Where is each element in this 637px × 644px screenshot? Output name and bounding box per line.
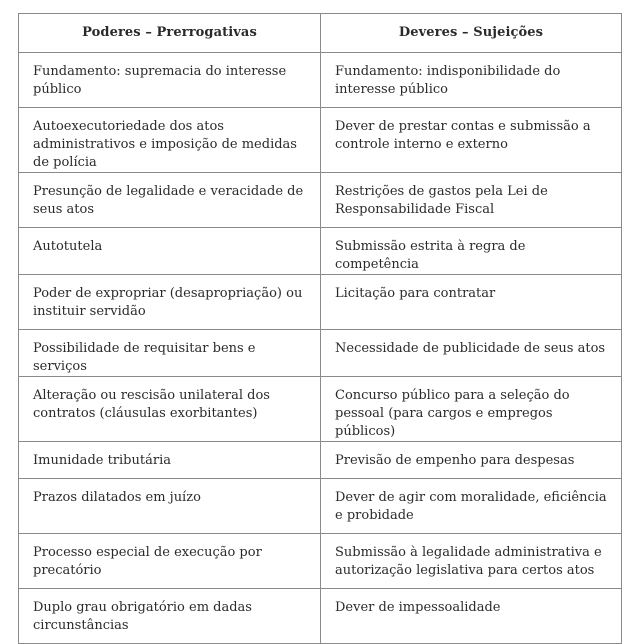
powers-cell: Autotutela	[19, 228, 321, 275]
powers-cell: Autoexecutoriedade dos atos administrativos e imposição de medidas de polícia	[19, 108, 321, 173]
duties-cell: Dever de impessoalidade	[321, 589, 622, 644]
table-row	[19, 442, 622, 479]
duties-cell: Necessidade de publicidade de seus atos	[321, 330, 622, 377]
table-row	[19, 377, 622, 442]
comparison-table-container	[18, 13, 621, 644]
table-row	[19, 173, 622, 228]
table-row	[19, 479, 622, 534]
powers-cell: Presunção de legalidade e veracidade de seus atos	[19, 173, 321, 228]
powers-cell: Alteração ou rescisão unilateral dos contratos (cláusulas exorbitantes)	[19, 377, 321, 442]
duties-cell: Concurso público para a seleção do pessoal (para cargos e empregos públicos)	[321, 377, 622, 442]
table-row	[19, 53, 622, 108]
powers-cell: Imunidade tributária	[19, 442, 321, 479]
table-row	[19, 589, 622, 644]
header-duties: Deveres – Sujeições	[321, 14, 622, 53]
table-row	[19, 330, 622, 377]
table-header-row	[19, 14, 622, 53]
duties-cell: Licitação para contratar	[321, 275, 622, 330]
duties-cell: Fundamento: indisponibilidade do interesse público	[321, 53, 622, 108]
powers-cell: Prazos dilatados em juízo	[19, 479, 321, 534]
header-powers: Poderes – Prerrogativas	[19, 14, 321, 53]
duties-cell: Restrições de gastos pela Lei de Responsabilidade Fiscal	[321, 173, 622, 228]
duties-cell: Dever de agir com moralidade, eficiência e probidade	[321, 479, 622, 534]
duties-cell: Submissão à legalidade administrativa e autorização legislativa para certos atos	[321, 534, 622, 589]
powers-cell: Possibilidade de requisitar bens e serviços	[19, 330, 321, 377]
duties-cell: Dever de prestar contas e submissão a controle interno e externo	[321, 108, 622, 173]
duties-cell: Previsão de empenho para despesas	[321, 442, 622, 479]
powers-duties-table	[18, 13, 622, 644]
table-row	[19, 534, 622, 589]
table-row	[19, 228, 622, 275]
duties-cell: Submissão estrita à regra de competência	[321, 228, 622, 275]
table-row	[19, 275, 622, 330]
powers-cell: Duplo grau obrigatório em dadas circunstâncias	[19, 589, 321, 644]
powers-cell: Processo especial de execução por precatório	[19, 534, 321, 589]
powers-cell: Poder de expropriar (desapropriação) ou instituir servidão	[19, 275, 321, 330]
powers-cell: Fundamento: supremacia do interesse público	[19, 53, 321, 108]
table-row	[19, 108, 622, 173]
